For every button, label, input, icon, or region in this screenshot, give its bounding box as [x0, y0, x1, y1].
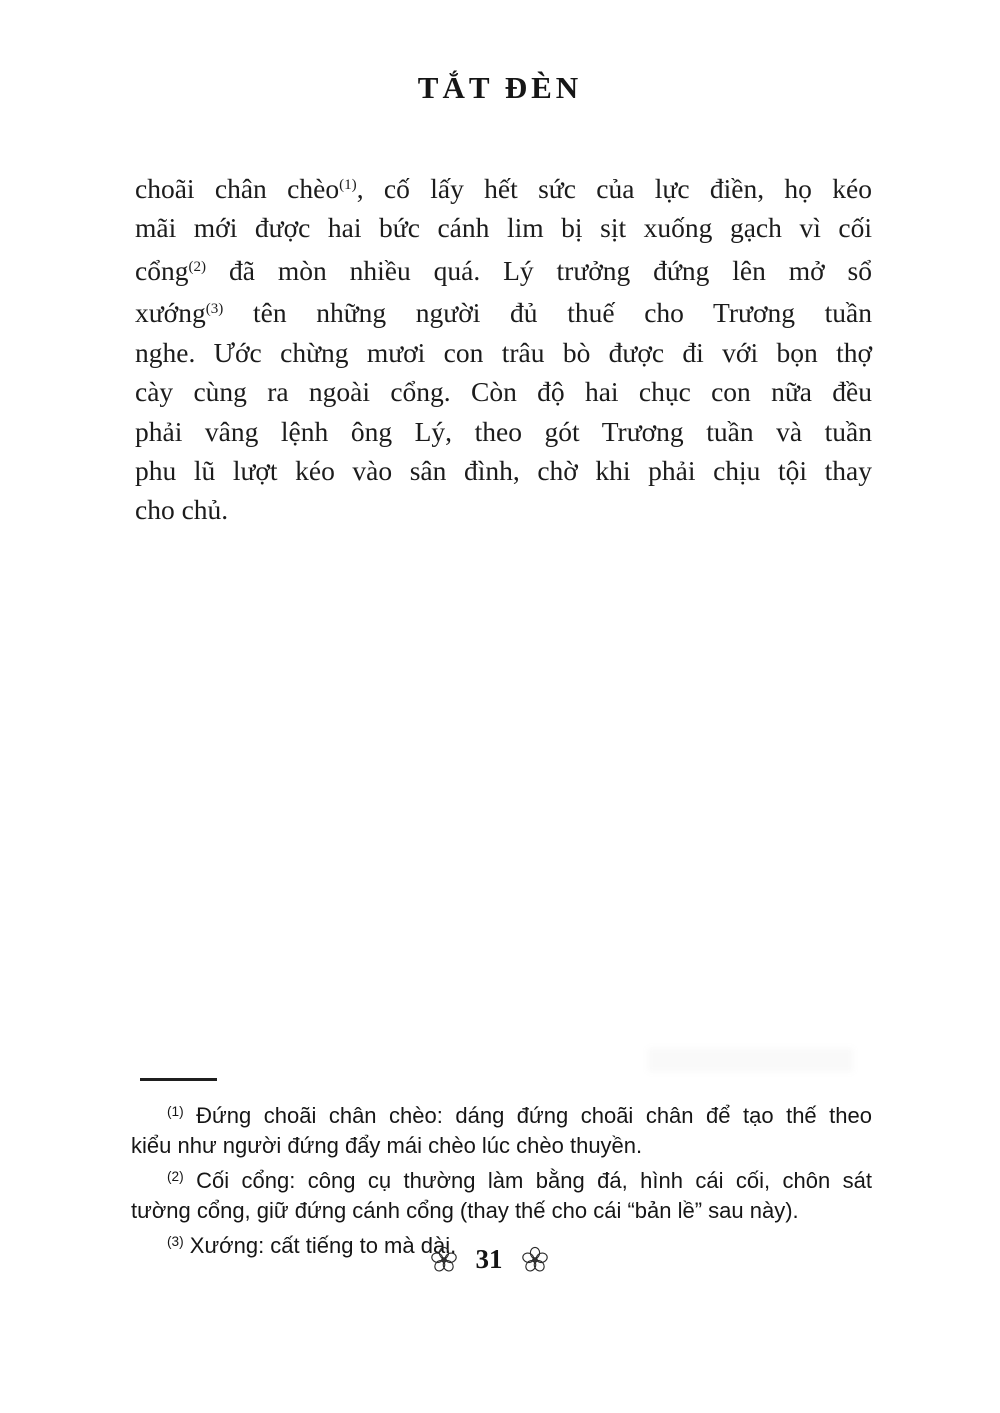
print-showthrough-artifact — [648, 1048, 853, 1072]
body-line — [135, 372, 872, 411]
body-line — [135, 451, 872, 490]
footnote-line: tường cổng, giữ đứng cánh cổng (thay thế cho cái “bản lề” sau này). — [131, 1198, 799, 1224]
body-line-text: mãi mới được hai bức cánh lim bị sịt xuống gạch vì cối — [135, 212, 872, 244]
page-footer — [0, 1244, 1000, 1275]
body-line — [135, 166, 872, 208]
footnote-marker: (2) — [167, 1169, 184, 1184]
body-line-text: , cố lấy hết sức của lực điền, họ kéo — [356, 173, 872, 205]
footnote-item — [131, 1097, 872, 1162]
body-line — [135, 208, 872, 247]
page-title: TẮT ĐÈN — [417, 70, 583, 105]
body-line-text: cày cùng ra ngoài cổng. Còn độ hai chục con nữa đều — [135, 376, 872, 408]
footnote-text: Đứng choãi chân chèo: dáng đứng choãi chân để tạo thế theo — [196, 1102, 872, 1128]
body-line-text: xướng — [135, 297, 206, 329]
body-line-text: cho chủ. — [135, 494, 229, 526]
body-line-text: phải vâng lệnh ông Lý, theo gót Trương tuần và tuần — [135, 415, 872, 447]
footnote-text: Xướng: cất tiếng to mà dài. — [189, 1232, 457, 1258]
body-paragraph — [135, 166, 872, 530]
body-line — [135, 490, 872, 529]
footnote-text: Cối cổng: công cụ thường làm bằng đá, hình cái cối, chôn sát — [196, 1167, 872, 1193]
body-line-text: nghe. Ước chừng mươi con trâu bò được đi với bọn thợ — [135, 336, 872, 368]
flower-ornament-icon — [429, 1245, 459, 1275]
page-number: 31 — [475, 1244, 503, 1274]
body-line-text: choãi chân chèo — [135, 173, 340, 205]
body-line-text: phu lũ lượt kéo vào sân đình, chờ khi phải chịu tội thay — [135, 455, 872, 487]
body-line-text: cổng — [135, 254, 189, 286]
footnote-line: kiểu như người đứng đẩy mái chèo lúc chèo thuyền. — [131, 1133, 643, 1159]
body-line — [135, 290, 872, 332]
footnote-divider — [140, 1078, 217, 1081]
body-line — [135, 333, 872, 372]
footnote-item — [131, 1162, 872, 1227]
flower-ornament-icon — [520, 1245, 550, 1275]
footnote-line — [131, 1162, 872, 1196]
footnote-ref-2: (2) — [188, 258, 207, 275]
footnote-line — [131, 1097, 872, 1131]
body-line — [135, 248, 872, 290]
body-line-text: đã mòn nhiều quá. Lý trưởng đứng lên mở sổ — [206, 254, 872, 286]
body-line-text: tên những người đủ thuế cho Trương tuần — [223, 297, 872, 329]
footnote-marker: (1) — [167, 1104, 184, 1119]
body-line — [135, 412, 872, 451]
footnote-ref-3: (3) — [205, 301, 224, 318]
footnote-marker: (3) — [167, 1234, 184, 1249]
footnote-ref-1: (1) — [339, 177, 357, 193]
footnotes-section — [131, 1097, 872, 1261]
